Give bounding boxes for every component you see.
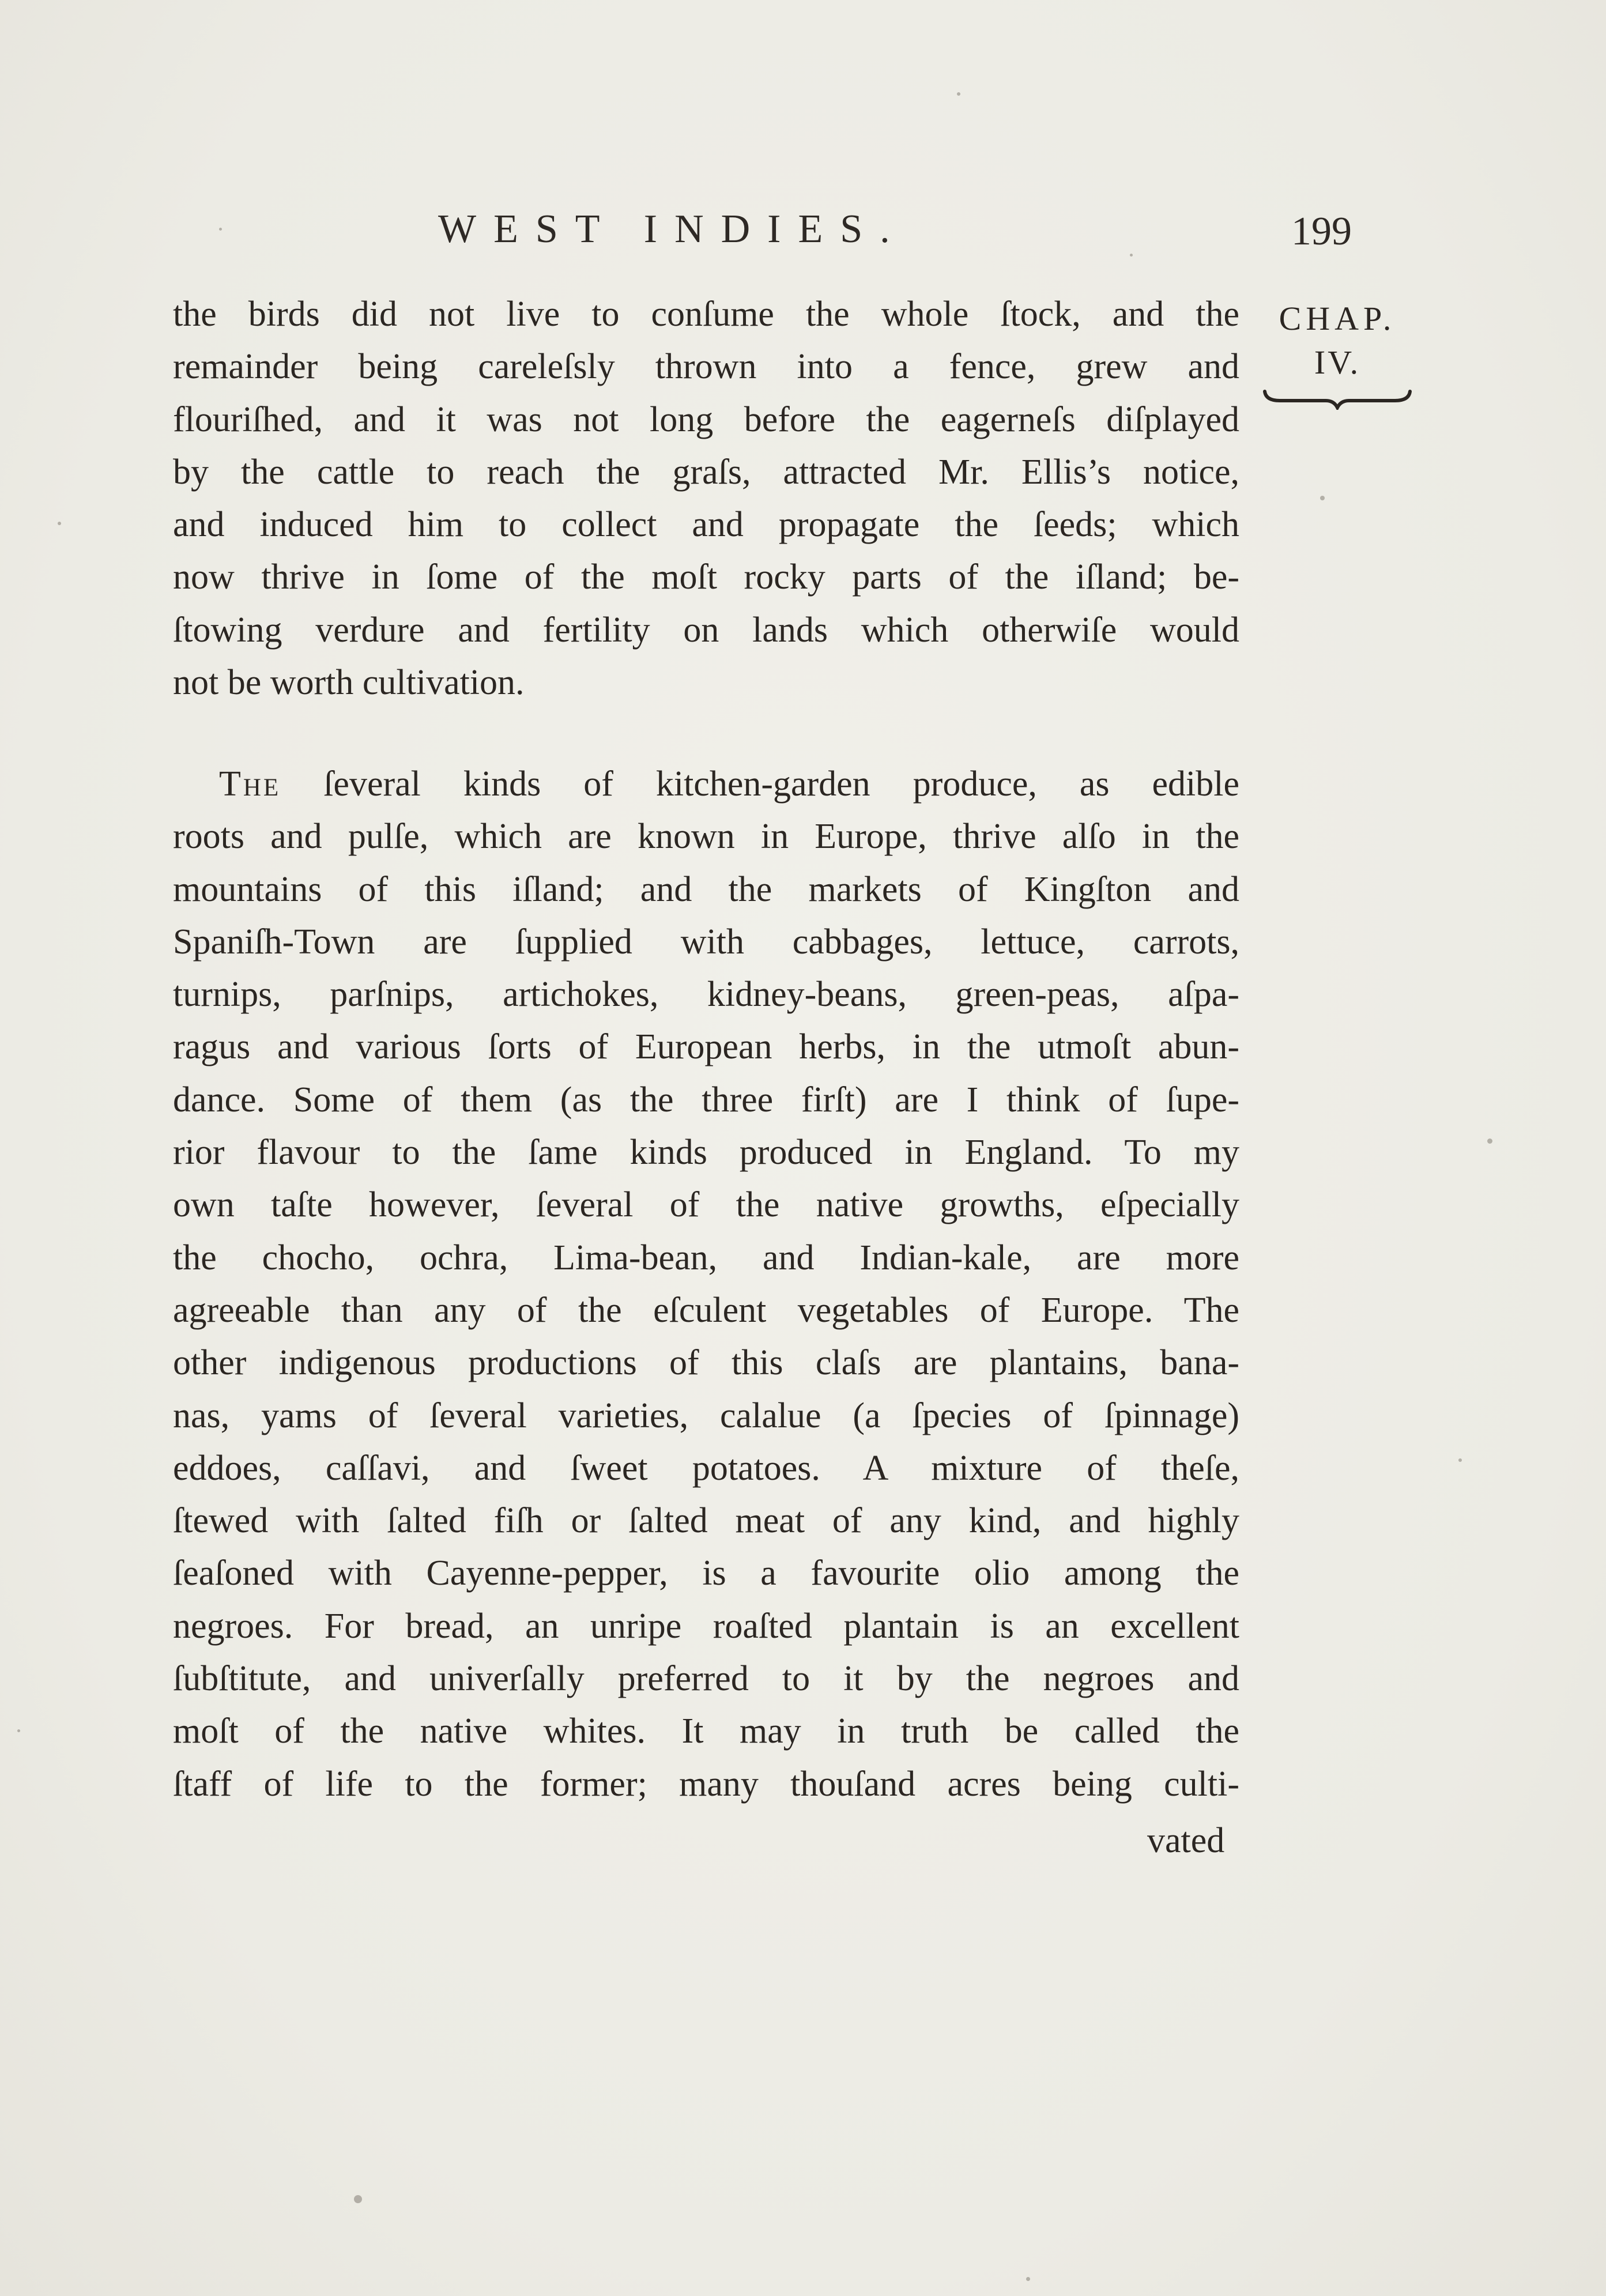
page-number: 199	[1291, 209, 1352, 254]
text-line: own taſte however, ſeveral of the native growths, eſpecially	[173, 1185, 1239, 1225]
paragraph-2	[173, 758, 1239, 1811]
text-line: dance. Some of them (as the three firſt) are I think of ſupe-	[173, 1080, 1239, 1119]
text-line: negroes. For bread, an unripe roaſted plantain is an excellent	[173, 1606, 1239, 1646]
running-title: WEST INDIES.	[438, 207, 907, 251]
text-line: turnips, parſnips, artichokes, kidney-beans, green-peas, aſpa-	[173, 975, 1239, 1015]
text-line: the chocho, ochra, Lima-bean, and Indian-kale, are more	[173, 1238, 1239, 1277]
lead-word: The	[219, 764, 281, 804]
text-line-first	[173, 758, 1239, 810]
text-line: and induced him to collect and propagate the ſeeds; which	[173, 505, 1239, 545]
text-line: agreeable than any of the eſculent vegetables of Europe. The	[173, 1290, 1239, 1330]
text-line: the birds did not live to conſume the whole ſtock, and the	[173, 295, 1239, 334]
text-line: ſeaſoned with Cayenne-pepper, is a favourite olio among the	[173, 1554, 1239, 1593]
text-line: ſtaff of life to the former; many thouſand acres being culti-	[173, 1764, 1239, 1804]
text-line: Spaniſh-Town are ſupplied with cabbages, lettuce, carrots,	[173, 922, 1239, 962]
text-line: rior flavour to the ſame kinds produced in England. To my	[173, 1133, 1239, 1172]
catchword: vated	[1147, 1821, 1225, 1860]
paragraph-1	[173, 288, 1239, 709]
text-line: ragus and various ſorts of European herbs, in the utmoſt abun-	[173, 1027, 1239, 1067]
text-line: roots and pulſe, which are known in Europe, thrive alſo in the	[173, 817, 1239, 857]
chapter-label: CHAP.	[1279, 300, 1396, 337]
text-line: nas, yams of ſeveral varieties, calalue (a ſpecies of ſpinnage)	[173, 1396, 1239, 1435]
text-line: moſt of the native whites. It may in truth be called the	[173, 1711, 1239, 1751]
text-line: remainder being careleſsly thrown into a fence, grew and	[173, 347, 1239, 387]
chapter-side-note	[1257, 297, 1418, 410]
text-line: not be worth cultivation.	[173, 663, 525, 703]
text-line-rest: ſeveral kinds of kitchen-garden produce, as edible	[323, 764, 1239, 804]
text-line: flouriſhed, and it was not long before the eagerneſs diſplayed	[173, 399, 1239, 439]
text-line: ſtewed with ſalted fiſh or ſalted meat of any kind, and highly	[173, 1501, 1239, 1541]
brace-ornament-icon	[1262, 387, 1412, 410]
chapter-number: IV.	[1314, 344, 1361, 381]
text-line: eddoes, caſſavi, and ſweet potatoes. A mixture of theſe,	[173, 1448, 1239, 1488]
text-line: mountains of this iſland; and the markets of Kingſton and	[173, 869, 1239, 909]
text-line: ſubſtitute, and univerſally preferred to it by the negroes and	[173, 1659, 1239, 1699]
text-line: other indigenous productions of this claſs are plantains, bana-	[173, 1343, 1239, 1383]
text-line: ſtowing verdure and fertility on lands which otherwiſe would	[173, 610, 1239, 650]
text-line: now thrive in ſome of the moſt rocky parts of the iſland; be-	[173, 557, 1239, 597]
text-line: by the cattle to reach the graſs, attracted Mr. Ellis’s notice,	[173, 452, 1239, 492]
